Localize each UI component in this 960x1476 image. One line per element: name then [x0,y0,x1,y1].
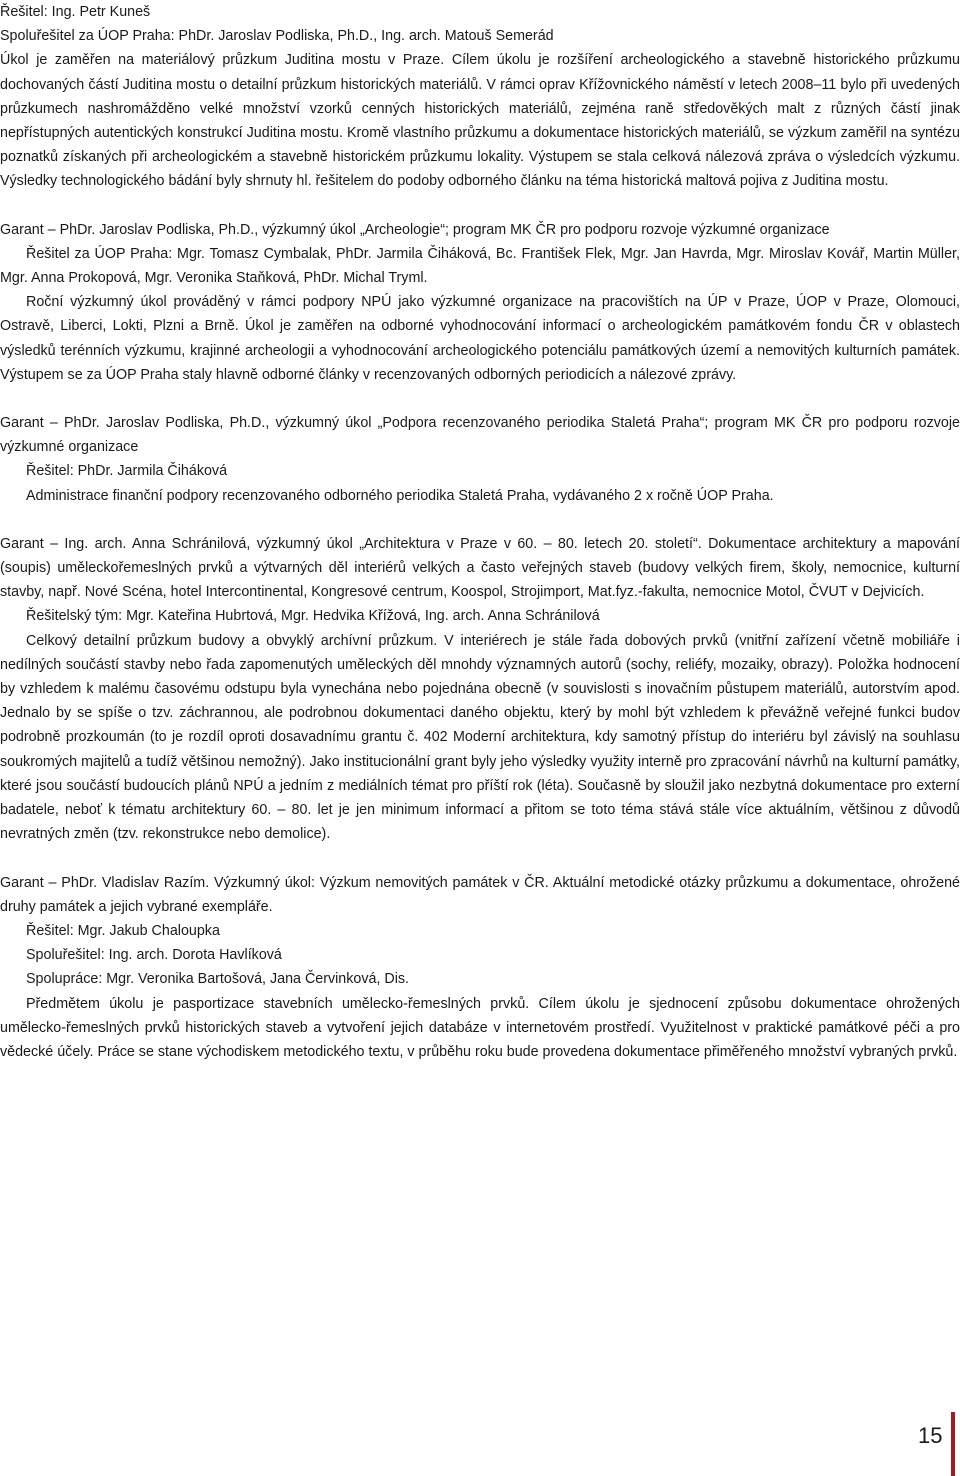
block4-paragraph: Celkový detailní průzkum budovy a obvyklý archívní průzkum. V interiérech je stále řada dobových prvků (vnitřní zařízení včetně mobiliáře i nedílných součástí stavby nebo řada zapomenutých uměleckých děl mnohdy významných autorů (sochy, reliéfy, mozaiky, obrazy). Položka hodnocení by vzhledem k malému časovému odstupu byla vynechána nebo pojednána obecně (v souvislosti s inovačním půstupem materiálů, autorstvím apod. Jednalo by se spíše o tzv. záchrannou, ale podrobnou dokumentaci daného objektu, který by mohl být vzhledem k převážně veřejné funkci budov podrobně prozkoumán (to je rozdíl oproti dosavadnímu grantu č. 402 Moderní architektura, kdy samotný přístup do interiéru byl závislý na souhlasu soukromých majitelů a tudíž většinou nemožný). Jako institucionální grant byly jeho výsledky využity interně pro zpracování návrhů na kulturní památky, které jsou součástí budoucích plánů NPÚ a jedním z mediálních témat pro příští rok (léta). Současně by sloužil jako nezbytná dokumentace pro externí badatele, neboť k tématu architektury 60. – 80. let je jen minimum informací a přitom se toto téma stává stále více aktuálním, většinou z důvodů nevratných změn (tzv. rekonstrukce nebo demolice). [0,632,960,843]
section-gap [0,508,960,532]
page-number: 15 [918,1423,943,1448]
block5-heading: Garant – PhDr. Vladislav Razím. Výzkumný úkol: Výzkum nemovitých památek v ČR. Aktuální metodické otázky průzkumu a dokumentace, ohrožené druhy památek a jejich vybrané exempláře. [0,874,960,915]
block2-team: Řešitel za ÚOP Praha: Mgr. Tomasz Cymbalak, PhDr. Jarmila Čiháková, Bc. František Flek, Mgr. Jan Havrda, Mgr. Miroslav Kovář, Martin Müller, Mgr. Anna Prokopová, Mgr. Veronika Staňková, PhDr. Michal Tryml. [0,245,960,287]
block1-paragraph: Úkol je zaměřen na materiálový průzkum Juditina mostu v Praze. Cílem úkolu je rozšíření archeologického a stavebně historického průzkumu dochovaných částí Juditina mostu o detailní průzkum historických materiálů. V rámci oprav Křížovnického náměstí v letech 2008–11 bylo při uvedených průzkumech nashromážděno velké množství vzorků cenných historických materiálů, zejména raně středověkých malt z různých částí jinak nepřístupných autentických konstrukcí Juditina mostu. Kromě vlastního průzkumu a dokumentace historických materiálů, se výzkum zaměřil na syntézu poznatků získaných při archeologickém a stavebně historickém průzkumu lokality. Výstupem se stala celková nálezová zpráva o výsledcích výzkumu. Výsledky technologického bádání byly shrnuty hl. řešitelem do podoby odborného článku na téma historická maltová pojiva z Juditina mostu. [0,52,960,190]
block3-team: Řešitel: PhDr. Jarmila Čiháková [26,463,228,480]
block2-paragraph: Roční výzkumný úkol prováděný v rámci podpory NPÚ jako výzkumné organizace na pracovištích na ÚP v Praze, ÚOP v Praze, Olomouci, Ostravě, Liberci, Lokti, Plzni a Brně. Úkol je zaměřen na odborné vyhodnocování informací o archeologickém památkovém fondu ČR v oblastech výsledků terénních výzkumu, krajinné archeologii a vyhodnocování archeologického potenciálu památkových území a nemovitých kulturních památek. Výstupem se za ÚOP Praha staly hlavně odborné články v recenzovaných odborných periodicích a nálezové zprávy. [0,294,960,383]
block2-heading: Garant – PhDr. Jaroslav Podliska, Ph.D., výzkumný úkol „Archeologie“; program MK ČR pro podporu rozvoje výzkumné organizace [0,221,830,238]
block4-heading: Garant – Ing. arch. Anna Schránilová, výzkumný úkol „Architektura v Praze v 60. – 80. letech 20. století“. Dokumentace architektury a mapování (soupis) uměleckořemeslných prvků a výtvarných děl interiérů velkých a často veřejných staveb (budovy velkých firem, školy, nemocnice, kulturní stavby, např. Nové Scéna, hotel Intercontinental, Kongresové centrum, Koospol, Strojimport, Mat.fyz.-fakulta, nemocnice Motol, ČVUT v Dejvicích. [0,535,960,601]
block5-team-line-2: Spoluřešitel: Ing. arch. Dorota Havlíková [26,947,282,964]
block5-paragraph: Předmětem úkolu je pasportizace stavebních umělecko-řemeslných prvků. Cílem úkolu je sjednocení způsobu dokumentace ohrožených umělecko-řemeslných prvků historických staveb a vytvoření jejich databáze v internetovém prostředí. Využitelnost v praktické památkové péči a pro vědecké účely. Práce se stane východiskem metodického textu, v průběhu roku bude provedena dokumentace přiměřeného množství vybraných prvků. [0,995,960,1060]
block1-line-2: Spoluřešitel za ÚOP Praha: PhDr. Jaroslav Podliska, Ph.D., Ing. arch. Matouš Semerád [0,28,554,45]
block1-line-1: Řešitel: Ing. Petr Kuneš [0,4,151,20]
block5-team-line-3: Spolupráce: Mgr. Veronika Bartošová, Jana Červinková, Dis. [26,971,410,988]
section-gap [0,387,960,411]
block4-team: Řešitelský tým: Mgr. Kateřina Hubrtová, Mgr. Hedvika Křížová, Ing. arch. Anna Schránilová [26,608,600,625]
block3-paragraph: Administrace finanční podpory recenzovaného odborného periodika Staletá Praha, vydávaného 2 x ročně ÚOP Praha. [26,487,774,504]
section-gap [0,194,960,218]
section-gap [0,847,960,871]
block3-heading: Garant – PhDr. Jaroslav Podliska, Ph.D., výzkumný úkol „Podpora recenzovaného periodika Staletá Praha“; program MK ČR pro podporu rozvoje výzkumné organizace [0,415,960,456]
block5-team-line-1: Řešitel: Mgr. Jakub Chaloupka [26,922,220,939]
page-accent-bar [951,1412,955,1476]
